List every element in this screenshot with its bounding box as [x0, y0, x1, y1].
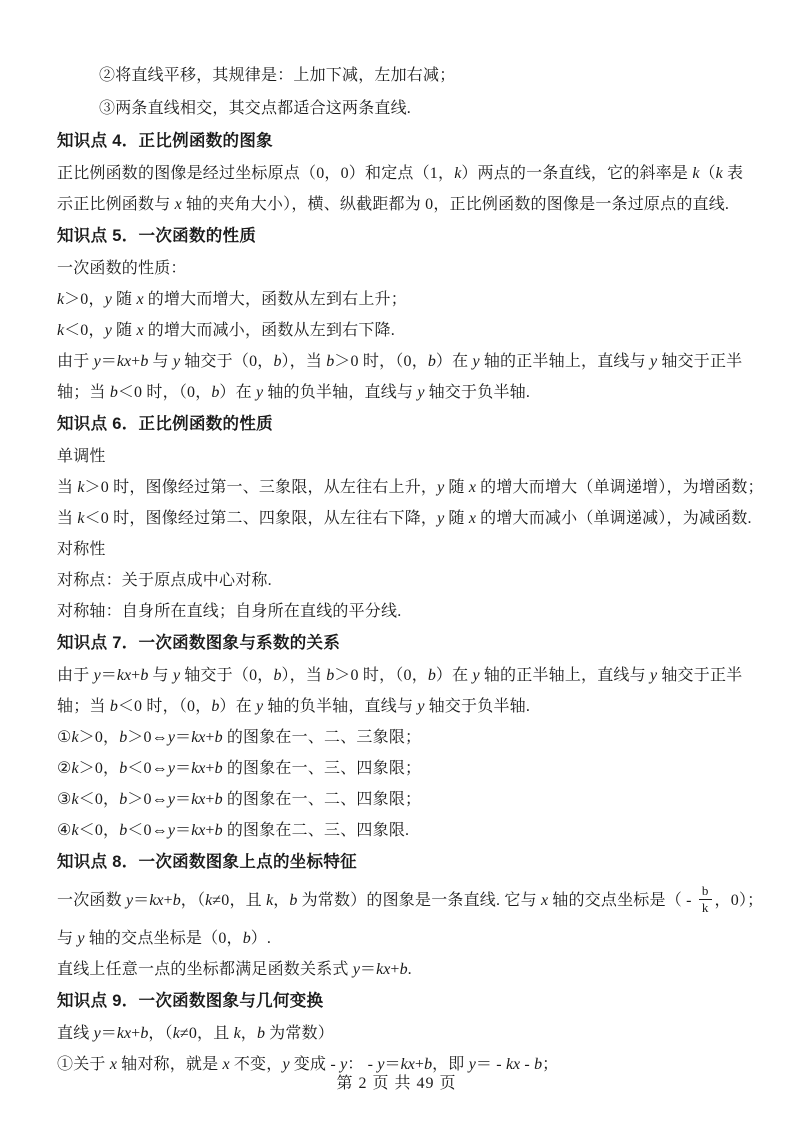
text-segment: ，: [240, 1025, 257, 1042]
math-variable: y: [340, 1056, 348, 1073]
list-item-3: [57, 92, 737, 125]
text-segment: 的增大而增大，函数从左到右上升；: [143, 291, 407, 308]
text-segment: +: [390, 961, 400, 978]
heading-kp6: [57, 408, 737, 441]
text-segment: ＝: [100, 353, 117, 370]
math-variable: y: [256, 384, 264, 401]
math-variable: kx: [191, 760, 206, 777]
text-segment: ＜0⇔: [127, 760, 168, 777]
math-variable: y: [93, 1025, 101, 1042]
math-variable: x: [174, 196, 182, 213]
math-variable: k: [71, 791, 79, 808]
math-variable: k: [715, 165, 723, 182]
text-segment: 随: [111, 322, 137, 339]
text-segment: 直线上任意一点的坐标都满足函数关系式: [57, 961, 353, 978]
text-segment: 为常数）的图象是一条直线. 它与: [297, 892, 541, 909]
text-segment: 的增大而减小（单调递减），为减函数.: [475, 510, 752, 527]
math-variable: b: [119, 729, 128, 746]
text-segment: 对称点：关于原点成中心对称.: [57, 572, 272, 589]
text-segment: ，（: [180, 892, 206, 909]
math-variable: y: [468, 1056, 476, 1073]
math-variable: y: [437, 510, 445, 527]
text-segment: 轴交于负半轴.: [424, 384, 531, 401]
math-variable: b: [109, 698, 118, 715]
text-segment: ＜0 时，（0，: [117, 384, 212, 401]
text-segment: 的图象在一、二、四象限；: [222, 791, 422, 808]
kp8-para-line1: [57, 879, 764, 923]
math-variable: y: [256, 698, 264, 715]
math-variable: b: [256, 1025, 265, 1042]
math-variable: b: [273, 667, 282, 684]
kp7-case-1: [57, 722, 737, 753]
math-variable: b: [427, 353, 436, 370]
text-segment: 知识点 7．一次函数图象与系数的关系: [57, 634, 341, 652]
math-variable: y: [472, 667, 480, 684]
math-variable: kx: [116, 1025, 132, 1042]
text-segment: +: [163, 892, 173, 909]
kp6-monotonicity-label: [57, 441, 737, 472]
text-segment: ＜0 时，图像经过第二、四象限，从左往右下降，: [84, 510, 438, 527]
text-segment: ，即: [432, 1056, 469, 1073]
heading-kp8: [57, 846, 737, 879]
math-variable: x: [468, 479, 476, 496]
text-segment: -: [520, 1056, 535, 1073]
text-segment: ＝: [384, 1056, 401, 1073]
math-variable: b: [119, 822, 128, 839]
text-segment: ＞0⇔: [127, 729, 168, 746]
math-variable: b: [140, 667, 149, 684]
text-segment: 的增大而减小，函数从左到右下降.: [143, 322, 395, 339]
math-variable: k: [77, 510, 85, 527]
math-variable: b: [534, 1056, 543, 1073]
text-segment: 轴交于（0，: [180, 667, 274, 684]
math-variable: b: [211, 384, 220, 401]
math-variable: k: [71, 822, 79, 839]
text-segment: ＝: [174, 791, 192, 808]
math-variable: b: [214, 822, 223, 839]
text-segment: ④: [57, 822, 72, 839]
text-segment: +: [205, 791, 215, 808]
text-segment: ）两点的一条直线，它的斜率是: [461, 165, 693, 182]
text-segment: 轴交于正半: [657, 667, 743, 684]
math-variable: b: [140, 353, 149, 370]
math-variable: y: [167, 822, 175, 839]
math-variable: k: [172, 1025, 180, 1042]
math-variable: kx: [376, 961, 391, 978]
text-segment: 与: [148, 353, 173, 370]
text-segment: 正比例函数的图像是经过坐标原点（0，0）和定点（1，: [57, 165, 455, 182]
text-segment: 知识点 8．一次函数图象上点的坐标特征: [57, 853, 357, 871]
text-segment: ＞0，: [78, 760, 120, 777]
text-segment: 对称轴：自身所在直线；自身所在直线的平分线.: [57, 603, 402, 620]
kp8-para-line3: [57, 954, 737, 985]
text-segment: 随: [444, 510, 469, 527]
kp6-k-positive: [57, 472, 764, 503]
text-segment: ，: [273, 892, 290, 909]
text-segment: ＝: [174, 822, 192, 839]
math-variable: y: [472, 353, 480, 370]
text-segment: ），当: [281, 353, 327, 370]
text-segment: 随: [111, 291, 137, 308]
text-segment: 轴；当: [57, 384, 110, 401]
text-segment: ＝ -: [475, 1056, 506, 1073]
text-segment: ），当: [281, 667, 327, 684]
text-segment: .: [407, 961, 412, 978]
text-segment: ＞0，: [78, 729, 120, 746]
heading-kp9: [57, 985, 737, 1018]
text-segment: ＝: [359, 961, 377, 978]
math-variable: b: [242, 930, 251, 947]
heading-kp5: [57, 220, 737, 253]
text-segment: ，0）；: [714, 892, 764, 909]
kp6-k-negative: [57, 503, 752, 534]
text-segment: ≠0，且: [179, 1025, 234, 1042]
math-variable: kx: [116, 353, 132, 370]
math-variable: b: [119, 791, 128, 808]
kp7-b-line1: [57, 660, 743, 691]
text-segment: 随: [444, 479, 469, 496]
text-segment: ＜0 时，（0，: [117, 698, 212, 715]
text-segment: ③: [57, 791, 72, 808]
kp6-symmetry-label: [57, 534, 737, 565]
text-segment: ＜0，: [78, 822, 120, 839]
text-segment: ＝: [133, 892, 150, 909]
text-segment: ③两条直线相交，其交点都适合这两条直线.: [99, 100, 412, 117]
text-segment: ）在: [435, 667, 473, 684]
math-variable: b: [289, 892, 298, 909]
text-segment: 的图象在一、三、四象限；: [222, 760, 422, 777]
text-segment: 当: [57, 510, 78, 527]
math-variable: y: [167, 760, 175, 777]
math-variable: k: [57, 291, 65, 308]
text-segment: ： -: [347, 1056, 378, 1073]
kp5-intro: [57, 253, 737, 284]
text-segment: 表: [722, 165, 744, 182]
math-variable: b: [172, 892, 181, 909]
math-variable: b: [211, 698, 220, 715]
math-variable: b: [214, 729, 223, 746]
text-segment: ＞0 时，（0，: [334, 667, 428, 684]
text-segment: ＞0⇔: [127, 791, 168, 808]
text-segment: 的图象在一、二、三象限；: [222, 729, 422, 746]
math-variable: k: [205, 892, 213, 909]
fraction-denominator: k: [701, 899, 709, 915]
text-segment: ②: [57, 760, 72, 777]
text-segment: 的增大而增大（单调递增），为增函数；: [475, 479, 764, 496]
math-variable: k: [454, 165, 462, 182]
math-variable: k: [71, 760, 79, 777]
math-variable: x: [109, 1056, 117, 1073]
text-segment: （: [699, 165, 716, 182]
fraction-numerator: b: [699, 884, 712, 900]
kp8-para-line2: [57, 923, 737, 954]
text-segment: 轴的正半轴上，直线与: [479, 353, 651, 370]
math-variable: b: [326, 667, 335, 684]
text-segment: 知识点 9．一次函数图象与几何变换: [57, 992, 324, 1010]
math-variable: y: [77, 930, 85, 947]
text-segment: 知识点 5．一次函数的性质: [57, 227, 257, 245]
text-segment: ；: [542, 1056, 559, 1073]
kp4-para-line2: [57, 189, 737, 220]
text-segment: ＝: [174, 729, 192, 746]
math-variable: k: [233, 1025, 241, 1042]
math-variable: b: [109, 384, 118, 401]
math-variable: y: [417, 698, 425, 715]
text-segment: 直线: [57, 1025, 94, 1042]
math-variable: x: [468, 510, 476, 527]
math-variable: y: [377, 1056, 385, 1073]
kp5-b-line2: [57, 377, 737, 408]
text-segment: 与: [148, 667, 173, 684]
math-variable: y: [126, 892, 134, 909]
text-segment: ＝: [100, 1025, 117, 1042]
text-segment: 轴的负半轴，直线与: [263, 698, 418, 715]
text-segment: 一次函数: [57, 892, 127, 909]
text-segment: 为常数）: [264, 1025, 334, 1042]
math-variable: k: [266, 892, 274, 909]
text-segment: ≠0，且: [212, 892, 267, 909]
math-variable: k: [77, 479, 85, 496]
kp5-b-line1: [57, 346, 743, 377]
text-segment: 轴；当: [57, 698, 110, 715]
heading-kp4: [57, 125, 737, 158]
kp7-case-3: [57, 784, 737, 815]
text-segment: ＞0 时，图像经过第一、三象限，从左往右上升，: [84, 479, 438, 496]
math-variable: kx: [116, 667, 132, 684]
text-segment: ＞0，: [64, 291, 105, 308]
text-segment: ①: [57, 729, 72, 746]
math-variable: kx: [191, 729, 206, 746]
math-variable: y: [167, 791, 175, 808]
text-segment: ①关于: [57, 1056, 110, 1073]
text-segment: 轴的交点坐标是（0，: [84, 930, 243, 947]
kp5-k-positive: [57, 284, 737, 315]
math-variable: x: [136, 322, 144, 339]
math-variable: k: [71, 729, 79, 746]
text-segment: 对称性: [57, 541, 106, 558]
text-segment: 示正比例函数与: [57, 196, 175, 213]
math-variable: b: [119, 760, 128, 777]
list-item-2: [57, 59, 737, 92]
text-segment: 不变，: [229, 1056, 283, 1073]
text-segment: 知识点 4．正比例函数的图象: [57, 132, 273, 150]
math-variable: y: [437, 479, 445, 496]
math-variable: b: [424, 1056, 433, 1073]
math-variable: b: [427, 667, 436, 684]
math-variable: y: [104, 322, 112, 339]
page-number-text: 第 2 页 共 49 页: [336, 1075, 457, 1092]
text-segment: 知识点 6．正比例函数的性质: [57, 415, 273, 433]
math-variable: y: [650, 353, 658, 370]
text-segment: +: [205, 822, 215, 839]
text-segment: 轴交于负半轴.: [424, 698, 531, 715]
fraction: [699, 884, 712, 916]
heading-kp7: [57, 627, 737, 660]
kp7-b-line2: [57, 691, 737, 722]
math-variable: y: [417, 384, 425, 401]
text-segment: 变成 -: [289, 1056, 341, 1073]
page-footer: [0, 1069, 793, 1099]
math-variable: x: [136, 291, 144, 308]
text-segment: 一次函数的性质：: [57, 260, 187, 277]
text-segment: +: [414, 1056, 425, 1073]
kp4-para-line1: [57, 158, 744, 189]
math-variable: y: [167, 729, 175, 746]
text-segment: 单调性: [57, 448, 106, 465]
text-segment: 轴的夹角大小），横、纵截距都为 0，正比例函数的图像是一条过原点的直线.: [181, 196, 730, 213]
text-segment: ＝: [174, 760, 192, 777]
text-segment: 由于: [57, 353, 94, 370]
kp6-symmetry-point: [57, 565, 737, 596]
text-segment: 轴的正半轴上，直线与: [479, 667, 651, 684]
text-segment: 由于: [57, 667, 94, 684]
text-segment: +: [131, 1025, 141, 1042]
math-variable: y: [93, 667, 101, 684]
text-segment: ）.: [250, 930, 272, 947]
text-segment: +: [205, 729, 215, 746]
math-variable: y: [172, 667, 181, 684]
text-segment: ＝: [100, 667, 117, 684]
text-segment: 轴交于正半: [657, 353, 743, 370]
math-variable: k: [57, 322, 65, 339]
math-variable: x: [541, 892, 549, 909]
math-variable: kx: [400, 1056, 415, 1073]
text-segment: ②将直线平移，其规律是：上加下减，左加右减；: [99, 67, 456, 84]
text-segment: ，（: [148, 1025, 173, 1042]
text-segment: 与: [57, 930, 78, 947]
math-variable: y: [104, 291, 112, 308]
math-variable: y: [282, 1056, 290, 1073]
math-variable: k: [692, 165, 700, 182]
math-variable: y: [650, 667, 658, 684]
text-segment: ）在: [219, 384, 257, 401]
math-variable: b: [214, 760, 223, 777]
math-variable: kx: [505, 1056, 521, 1073]
math-variable: y: [172, 353, 181, 370]
math-variable: b: [214, 791, 223, 808]
text-segment: 轴的交点坐标是（ -: [548, 892, 696, 909]
text-segment: 的图象在二、三、四象限.: [222, 822, 410, 839]
math-variable: x: [222, 1056, 230, 1073]
math-variable: y: [352, 961, 360, 978]
text-segment: ）在: [435, 353, 473, 370]
math-variable: kx: [191, 791, 206, 808]
text-segment: ＜0，: [78, 791, 120, 808]
text-segment: 轴交于（0，: [180, 353, 274, 370]
kp6-symmetry-axis: [57, 596, 737, 627]
kp7-case-4: [57, 815, 737, 846]
kp5-k-negative: [57, 315, 737, 346]
text-segment: ＞0 时，（0，: [334, 353, 428, 370]
text-segment: +: [131, 353, 141, 370]
text-segment: 当: [57, 479, 78, 496]
text-segment: ＜0⇔: [127, 822, 168, 839]
math-variable: b: [399, 961, 408, 978]
kp9-intro: [57, 1018, 737, 1049]
text-segment: +: [131, 667, 141, 684]
math-variable: kx: [191, 822, 206, 839]
math-variable: b: [140, 1025, 149, 1042]
math-variable: b: [273, 353, 282, 370]
math-variable: kx: [149, 892, 164, 909]
math-variable: b: [326, 353, 335, 370]
text-segment: ）在: [219, 698, 257, 715]
kp7-case-2: [57, 753, 737, 784]
text-segment: 轴的负半轴，直线与: [263, 384, 418, 401]
math-variable: y: [93, 353, 101, 370]
text-segment: +: [205, 760, 215, 777]
text-segment: 轴对称，就是: [116, 1056, 223, 1073]
text-segment: ＜0，: [64, 322, 105, 339]
